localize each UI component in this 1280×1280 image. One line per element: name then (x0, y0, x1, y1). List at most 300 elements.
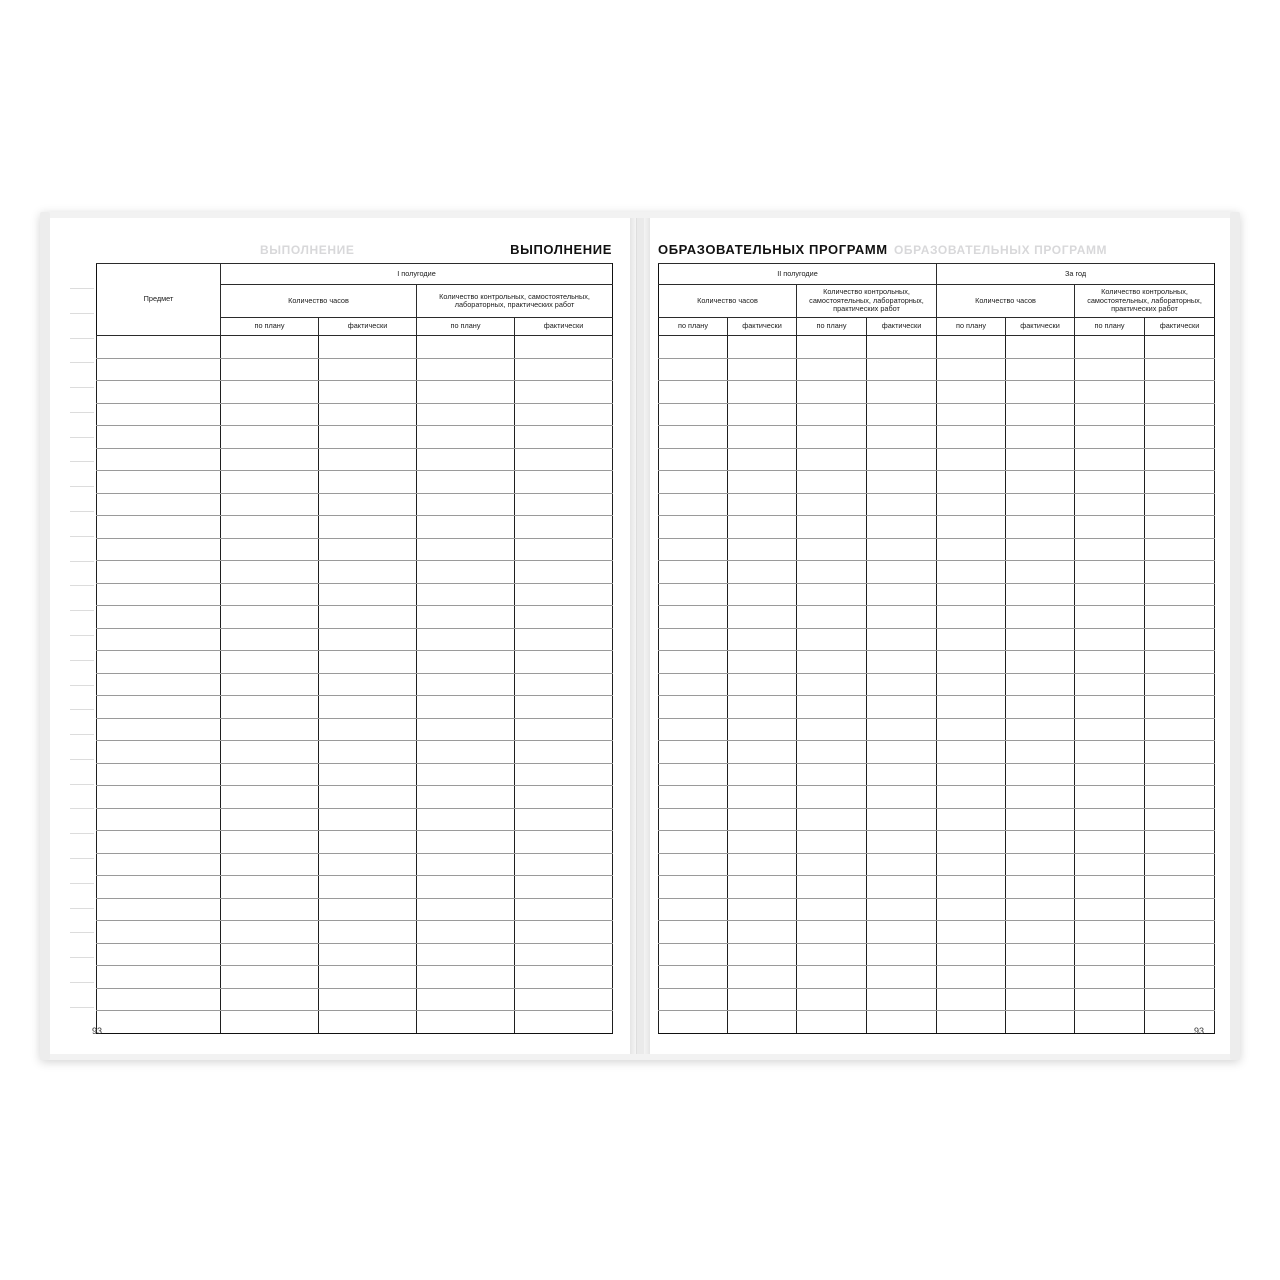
table-cell[interactable] (1075, 831, 1145, 854)
table-row[interactable] (97, 943, 613, 966)
table-cell[interactable] (797, 381, 867, 404)
table-row[interactable] (659, 966, 1215, 989)
table-cell[interactable] (97, 471, 221, 494)
table-cell[interactable] (515, 696, 613, 719)
table-cell[interactable] (515, 808, 613, 831)
table-cell[interactable] (515, 403, 613, 426)
table-cell[interactable] (417, 741, 515, 764)
table-row[interactable] (97, 853, 613, 876)
table-cell[interactable] (417, 1011, 515, 1034)
table-cell[interactable] (417, 426, 515, 449)
table-cell[interactable] (797, 561, 867, 584)
table-cell[interactable] (1075, 606, 1145, 629)
table-row[interactable] (97, 673, 613, 696)
table-cell[interactable] (515, 673, 613, 696)
table-cell[interactable] (417, 516, 515, 539)
table-cell[interactable] (417, 403, 515, 426)
table-cell[interactable] (1075, 583, 1145, 606)
table-cell[interactable] (97, 538, 221, 561)
table-cell[interactable] (221, 696, 319, 719)
table-cell[interactable] (97, 966, 221, 989)
table-cell[interactable] (319, 403, 417, 426)
table-cell[interactable] (1006, 651, 1075, 674)
table-cell[interactable] (728, 493, 797, 516)
table-cell[interactable] (1145, 1011, 1215, 1034)
table-cell[interactable] (221, 471, 319, 494)
table-cell[interactable] (867, 831, 937, 854)
table-row[interactable] (659, 336, 1215, 359)
table-cell[interactable] (1145, 966, 1215, 989)
table-cell[interactable] (937, 471, 1006, 494)
table-cell[interactable] (1145, 786, 1215, 809)
table-cell[interactable] (1075, 1011, 1145, 1034)
table-cell[interactable] (97, 583, 221, 606)
table-cell[interactable] (417, 583, 515, 606)
table-cell[interactable] (221, 606, 319, 629)
table-cell[interactable] (1006, 606, 1075, 629)
table-cell[interactable] (1145, 876, 1215, 899)
table-cell[interactable] (797, 651, 867, 674)
table-cell[interactable] (319, 471, 417, 494)
table-cell[interactable] (319, 561, 417, 584)
table-cell[interactable] (1006, 741, 1075, 764)
table-cell[interactable] (728, 358, 797, 381)
table-cell[interactable] (797, 336, 867, 359)
table-cell[interactable] (659, 561, 728, 584)
table-cell[interactable] (221, 358, 319, 381)
table-row[interactable] (659, 741, 1215, 764)
table-cell[interactable] (1075, 808, 1145, 831)
table-cell[interactable] (417, 381, 515, 404)
table-cell[interactable] (867, 741, 937, 764)
table-cell[interactable] (1145, 651, 1215, 674)
table-cell[interactable] (221, 741, 319, 764)
table-cell[interactable] (221, 673, 319, 696)
table-row[interactable] (97, 808, 613, 831)
table-cell[interactable] (515, 606, 613, 629)
table-cell[interactable] (937, 606, 1006, 629)
table-cell[interactable] (515, 876, 613, 899)
table-cell[interactable] (937, 741, 1006, 764)
table-cell[interactable] (797, 853, 867, 876)
table-cell[interactable] (659, 808, 728, 831)
table-cell[interactable] (797, 786, 867, 809)
table-cell[interactable] (728, 921, 797, 944)
table-cell[interactable] (1006, 718, 1075, 741)
table-cell[interactable] (1006, 831, 1075, 854)
table-cell[interactable] (797, 606, 867, 629)
table-cell[interactable] (221, 898, 319, 921)
table-cell[interactable] (797, 966, 867, 989)
table-cell[interactable] (417, 943, 515, 966)
table-row[interactable] (659, 876, 1215, 899)
table-cell[interactable] (1075, 381, 1145, 404)
table-row[interactable] (659, 696, 1215, 719)
table-cell[interactable] (937, 763, 1006, 786)
table-cell[interactable] (515, 426, 613, 449)
table-row[interactable] (659, 831, 1215, 854)
table-cell[interactable] (728, 561, 797, 584)
table-row[interactable] (659, 403, 1215, 426)
table-cell[interactable] (417, 628, 515, 651)
table-cell[interactable] (659, 718, 728, 741)
table-cell[interactable] (319, 426, 417, 449)
table-cell[interactable] (515, 718, 613, 741)
table-cell[interactable] (728, 471, 797, 494)
table-cell[interactable] (659, 493, 728, 516)
table-cell[interactable] (728, 606, 797, 629)
table-cell[interactable] (417, 673, 515, 696)
table-cell[interactable] (867, 403, 937, 426)
table-row[interactable] (97, 516, 613, 539)
table-row[interactable] (97, 786, 613, 809)
table-cell[interactable] (797, 583, 867, 606)
table-cell[interactable] (221, 831, 319, 854)
table-cell[interactable] (221, 403, 319, 426)
table-cell[interactable] (867, 583, 937, 606)
table-row[interactable] (659, 606, 1215, 629)
table-cell[interactable] (728, 741, 797, 764)
table-cell[interactable] (867, 516, 937, 539)
table-cell[interactable] (319, 673, 417, 696)
table-cell[interactable] (221, 718, 319, 741)
table-cell[interactable] (515, 741, 613, 764)
table-cell[interactable] (97, 516, 221, 539)
table-row[interactable] (97, 628, 613, 651)
table-cell[interactable] (867, 966, 937, 989)
table-cell[interactable] (417, 358, 515, 381)
table-cell[interactable] (937, 876, 1006, 899)
table-cell[interactable] (417, 853, 515, 876)
table-cell[interactable] (1006, 943, 1075, 966)
table-cell[interactable] (937, 853, 1006, 876)
table-row[interactable] (97, 471, 613, 494)
table-cell[interactable] (659, 538, 728, 561)
table-cell[interactable] (221, 516, 319, 539)
table-cell[interactable] (221, 336, 319, 359)
table-cell[interactable] (867, 336, 937, 359)
table-row[interactable] (659, 426, 1215, 449)
table-cell[interactable] (937, 561, 1006, 584)
table-cell[interactable] (319, 831, 417, 854)
table-cell[interactable] (97, 718, 221, 741)
table-cell[interactable] (1145, 403, 1215, 426)
table-cell[interactable] (515, 853, 613, 876)
table-cell[interactable] (319, 538, 417, 561)
table-cell[interactable] (97, 853, 221, 876)
table-row[interactable] (97, 448, 613, 471)
table-cell[interactable] (1006, 786, 1075, 809)
table-cell[interactable] (1145, 988, 1215, 1011)
table-cell[interactable] (1006, 988, 1075, 1011)
table-cell[interactable] (659, 628, 728, 651)
table-row[interactable] (97, 493, 613, 516)
table-cell[interactable] (97, 921, 221, 944)
table-cell[interactable] (417, 808, 515, 831)
table-cell[interactable] (659, 988, 728, 1011)
table-cell[interactable] (1145, 808, 1215, 831)
table-cell[interactable] (515, 493, 613, 516)
table-cell[interactable] (1006, 853, 1075, 876)
table-cell[interactable] (221, 808, 319, 831)
table-cell[interactable] (417, 606, 515, 629)
table-row[interactable] (659, 673, 1215, 696)
table-cell[interactable] (319, 786, 417, 809)
table-cell[interactable] (1075, 516, 1145, 539)
table-cell[interactable] (319, 808, 417, 831)
table-cell[interactable] (515, 381, 613, 404)
table-cell[interactable] (417, 988, 515, 1011)
table-cell[interactable] (319, 876, 417, 899)
table-cell[interactable] (97, 358, 221, 381)
table-cell[interactable] (515, 448, 613, 471)
table-cell[interactable] (1145, 831, 1215, 854)
table-cell[interactable] (1145, 898, 1215, 921)
table-cell[interactable] (1006, 628, 1075, 651)
table-cell[interactable] (97, 831, 221, 854)
table-cell[interactable] (659, 448, 728, 471)
table-row[interactable] (659, 718, 1215, 741)
table-cell[interactable] (1006, 898, 1075, 921)
table-cell[interactable] (515, 651, 613, 674)
table-cell[interactable] (221, 561, 319, 584)
table-cell[interactable] (221, 763, 319, 786)
table-row[interactable] (659, 561, 1215, 584)
table-cell[interactable] (937, 516, 1006, 539)
table-row[interactable] (97, 876, 613, 899)
table-cell[interactable] (1075, 786, 1145, 809)
table-cell[interactable] (221, 651, 319, 674)
table-cell[interactable] (97, 606, 221, 629)
table-cell[interactable] (417, 898, 515, 921)
table-cell[interactable] (319, 898, 417, 921)
table-cell[interactable] (728, 943, 797, 966)
table-cell[interactable] (1075, 651, 1145, 674)
table-cell[interactable] (1145, 448, 1215, 471)
table-cell[interactable] (867, 876, 937, 899)
table-cell[interactable] (417, 786, 515, 809)
table-cell[interactable] (1006, 358, 1075, 381)
table-cell[interactable] (515, 786, 613, 809)
table-cell[interactable] (221, 493, 319, 516)
table-cell[interactable] (937, 718, 1006, 741)
table-cell[interactable] (417, 763, 515, 786)
table-cell[interactable] (728, 426, 797, 449)
table-cell[interactable] (221, 448, 319, 471)
table-cell[interactable] (937, 493, 1006, 516)
table-cell[interactable] (97, 763, 221, 786)
table-cell[interactable] (1145, 561, 1215, 584)
table-cell[interactable] (221, 426, 319, 449)
table-cell[interactable] (728, 403, 797, 426)
table-cell[interactable] (797, 831, 867, 854)
table-cell[interactable] (319, 336, 417, 359)
table-cell[interactable] (1145, 516, 1215, 539)
table-row[interactable] (659, 628, 1215, 651)
table-cell[interactable] (1006, 808, 1075, 831)
table-cell[interactable] (319, 1011, 417, 1034)
table-cell[interactable] (659, 403, 728, 426)
table-row[interactable] (659, 651, 1215, 674)
table-row[interactable] (97, 381, 613, 404)
table-row[interactable] (659, 516, 1215, 539)
table-cell[interactable] (417, 718, 515, 741)
table-cell[interactable] (1006, 538, 1075, 561)
table-cell[interactable] (1006, 673, 1075, 696)
table-cell[interactable] (97, 786, 221, 809)
table-row[interactable] (659, 471, 1215, 494)
table-cell[interactable] (1075, 403, 1145, 426)
table-cell[interactable] (797, 718, 867, 741)
table-cell[interactable] (515, 516, 613, 539)
table-cell[interactable] (867, 853, 937, 876)
table-cell[interactable] (221, 988, 319, 1011)
table-cell[interactable] (797, 921, 867, 944)
table-cell[interactable] (867, 606, 937, 629)
table-cell[interactable] (221, 628, 319, 651)
table-cell[interactable] (937, 1011, 1006, 1034)
table-cell[interactable] (867, 673, 937, 696)
table-cell[interactable] (1075, 426, 1145, 449)
table-cell[interactable] (659, 606, 728, 629)
table-cell[interactable] (797, 943, 867, 966)
table-cell[interactable] (221, 943, 319, 966)
table-cell[interactable] (728, 988, 797, 1011)
table-cell[interactable] (867, 786, 937, 809)
table-cell[interactable] (659, 831, 728, 854)
table-cell[interactable] (221, 876, 319, 899)
table-cell[interactable] (515, 358, 613, 381)
table-cell[interactable] (97, 561, 221, 584)
table-cell[interactable] (1006, 448, 1075, 471)
table-cell[interactable] (659, 651, 728, 674)
table-cell[interactable] (1145, 538, 1215, 561)
table-cell[interactable] (319, 651, 417, 674)
table-cell[interactable] (659, 696, 728, 719)
table-cell[interactable] (797, 876, 867, 899)
table-cell[interactable] (937, 628, 1006, 651)
table-cell[interactable] (867, 538, 937, 561)
table-cell[interactable] (319, 921, 417, 944)
table-row[interactable] (659, 583, 1215, 606)
table-cell[interactable] (728, 628, 797, 651)
table-cell[interactable] (937, 358, 1006, 381)
table-cell[interactable] (797, 988, 867, 1011)
table-row[interactable] (97, 898, 613, 921)
table-cell[interactable] (1006, 336, 1075, 359)
table-cell[interactable] (937, 673, 1006, 696)
table-row[interactable] (97, 696, 613, 719)
table-cell[interactable] (728, 448, 797, 471)
table-cell[interactable] (659, 853, 728, 876)
table-cell[interactable] (515, 1011, 613, 1034)
table-cell[interactable] (319, 763, 417, 786)
table-row[interactable] (97, 538, 613, 561)
table-cell[interactable] (319, 516, 417, 539)
table-cell[interactable] (515, 763, 613, 786)
table-row[interactable] (97, 651, 613, 674)
table-cell[interactable] (797, 493, 867, 516)
table-cell[interactable] (728, 583, 797, 606)
table-cell[interactable] (797, 741, 867, 764)
table-row[interactable] (659, 1011, 1215, 1034)
table-row[interactable] (97, 763, 613, 786)
table-cell[interactable] (1145, 583, 1215, 606)
table-cell[interactable] (728, 853, 797, 876)
table-cell[interactable] (319, 988, 417, 1011)
table-cell[interactable] (867, 493, 937, 516)
table-cell[interactable] (97, 493, 221, 516)
table-cell[interactable] (1145, 381, 1215, 404)
table-cell[interactable] (797, 426, 867, 449)
table-cell[interactable] (937, 808, 1006, 831)
table-cell[interactable] (515, 336, 613, 359)
table-cell[interactable] (797, 538, 867, 561)
table-row[interactable] (659, 381, 1215, 404)
table-cell[interactable] (659, 516, 728, 539)
table-cell[interactable] (659, 673, 728, 696)
table-cell[interactable] (797, 516, 867, 539)
table-cell[interactable] (937, 426, 1006, 449)
table-cell[interactable] (1145, 718, 1215, 741)
table-cell[interactable] (1006, 763, 1075, 786)
table-cell[interactable] (319, 628, 417, 651)
table-row[interactable] (97, 966, 613, 989)
table-cell[interactable] (867, 988, 937, 1011)
table-cell[interactable] (319, 943, 417, 966)
table-cell[interactable] (417, 831, 515, 854)
table-cell[interactable] (1075, 673, 1145, 696)
table-cell[interactable] (1075, 853, 1145, 876)
table-cell[interactable] (728, 786, 797, 809)
table-cell[interactable] (1075, 628, 1145, 651)
table-row[interactable] (97, 426, 613, 449)
table-cell[interactable] (1075, 718, 1145, 741)
table-cell[interactable] (937, 921, 1006, 944)
table-cell[interactable] (97, 628, 221, 651)
table-cell[interactable] (417, 921, 515, 944)
table-row[interactable] (659, 898, 1215, 921)
table-cell[interactable] (1075, 336, 1145, 359)
table-cell[interactable] (867, 628, 937, 651)
table-cell[interactable] (97, 988, 221, 1011)
table-cell[interactable] (221, 1011, 319, 1034)
table-cell[interactable] (221, 538, 319, 561)
table-cell[interactable] (417, 966, 515, 989)
table-cell[interactable] (1145, 336, 1215, 359)
table-cell[interactable] (319, 358, 417, 381)
table-cell[interactable] (659, 471, 728, 494)
table-row[interactable] (97, 921, 613, 944)
table-cell[interactable] (1006, 966, 1075, 989)
table-cell[interactable] (659, 358, 728, 381)
table-cell[interactable] (319, 606, 417, 629)
table-cell[interactable] (221, 583, 319, 606)
table-row[interactable] (97, 403, 613, 426)
table-row[interactable] (97, 831, 613, 854)
table-cell[interactable] (1145, 673, 1215, 696)
table-cell[interactable] (319, 448, 417, 471)
table-cell[interactable] (515, 628, 613, 651)
table-cell[interactable] (1006, 381, 1075, 404)
table-row[interactable] (97, 358, 613, 381)
table-cell[interactable] (1145, 628, 1215, 651)
table-cell[interactable] (417, 696, 515, 719)
table-cell[interactable] (728, 876, 797, 899)
table-cell[interactable] (515, 943, 613, 966)
table-cell[interactable] (1145, 426, 1215, 449)
table-cell[interactable] (1006, 1011, 1075, 1034)
